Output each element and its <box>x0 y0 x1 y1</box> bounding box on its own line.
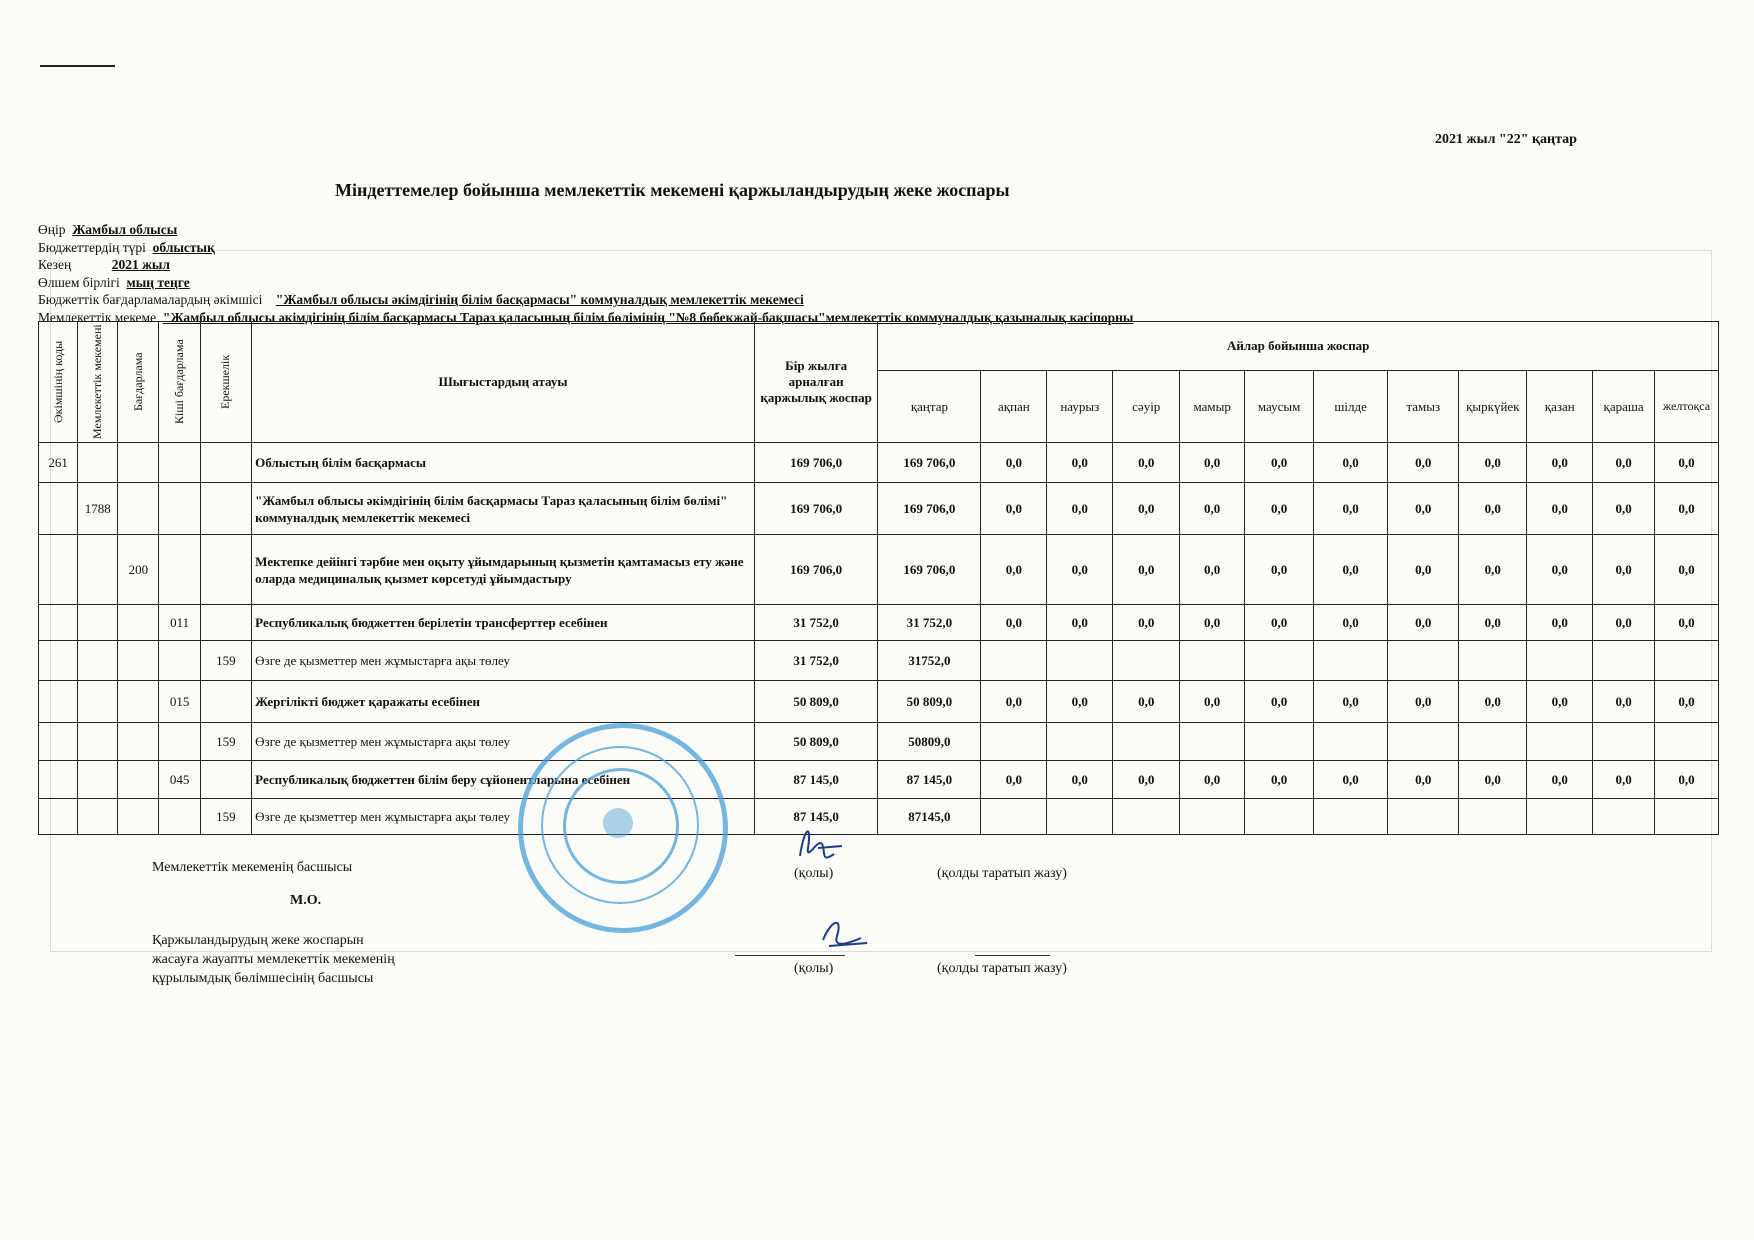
cell-month-value: 31 752,0 <box>878 605 981 641</box>
cell-month-value <box>1527 641 1593 681</box>
cell-month-value: 0,0 <box>1113 761 1180 799</box>
cell-month-value: 0,0 <box>981 483 1047 535</box>
cell-month-value: 0,0 <box>1245 483 1314 535</box>
cell-month-value: 0,0 <box>1047 761 1113 799</box>
month-header: ақпан <box>981 371 1047 443</box>
cell-month-value: 0,0 <box>1245 605 1314 641</box>
cell-month-value <box>981 723 1047 761</box>
cell-month-value: 50809,0 <box>878 723 981 761</box>
cell-institution-code <box>78 761 118 799</box>
cell-admin-code <box>39 605 78 641</box>
cell-subprogram-code: 015 <box>159 681 200 723</box>
cell-month-value: 0,0 <box>1655 483 1719 535</box>
cell-month-value: 0,0 <box>1527 761 1593 799</box>
cell-institution-code <box>78 681 118 723</box>
table-header-row <box>39 322 1719 371</box>
cell-month-value <box>1314 723 1388 761</box>
cell-month-value: 0,0 <box>1047 681 1113 723</box>
table-row <box>39 535 1719 605</box>
header-subprogram: Кіші бағдарлама <box>159 322 200 443</box>
month-header: қараша <box>1593 371 1655 443</box>
unit-head-line-1: Қаржыландырудың жеке жоспарын <box>152 933 364 948</box>
cell-institution-code <box>78 799 118 835</box>
cell-month-value <box>1527 723 1593 761</box>
cell-month-value: 0,0 <box>1527 483 1593 535</box>
cell-admin-code: 261 <box>39 443 78 483</box>
month-header: тамыз <box>1388 371 1459 443</box>
cell-month-value <box>981 799 1047 835</box>
cell-program-code <box>118 799 159 835</box>
signature-decode-caption: (қолды таратып жазу) <box>937 961 1067 976</box>
cell-month-value: 0,0 <box>1655 605 1719 641</box>
cell-month-value: 87145,0 <box>878 799 981 835</box>
cell-month-value: 0,0 <box>1314 605 1388 641</box>
cell-month-value: 0,0 <box>1527 535 1593 605</box>
month-header: мамыр <box>1180 371 1245 443</box>
header-specific: Ерекшелік <box>200 322 252 443</box>
header-monthly-plan: Айлар бойынша жоспар <box>878 322 1719 371</box>
table-row <box>39 723 1719 761</box>
month-header: маусым <box>1245 371 1314 443</box>
cell-program-code <box>118 641 159 681</box>
cell-month-value: 0,0 <box>1593 443 1655 483</box>
unit-head-line-3: құрылымдық бөлімшесінің басшысы <box>152 971 374 986</box>
cell-month-value: 0,0 <box>1655 535 1719 605</box>
month-header: қыркүйек <box>1459 371 1527 443</box>
cell-month-value <box>1527 799 1593 835</box>
meta-period: Кезең 2021 жыл <box>38 257 170 272</box>
cell-program-code <box>118 483 159 535</box>
cell-subprogram-code <box>159 641 200 681</box>
financing-plan-table <box>38 321 1719 835</box>
signature-decode-caption: (қолды таратып жазу) <box>937 866 1067 881</box>
cell-month-value <box>1245 641 1314 681</box>
cell-institution-code <box>78 641 118 681</box>
header-annual-plan: Бір жылға арналған қаржылық жоспар <box>754 322 878 443</box>
cell-month-value: 50 809,0 <box>878 681 981 723</box>
cell-month-value: 169 706,0 <box>878 535 981 605</box>
cell-month-value <box>1593 723 1655 761</box>
signature-line <box>735 955 845 956</box>
cell-specific-code <box>200 443 252 483</box>
cell-month-value: 0,0 <box>1388 761 1459 799</box>
cell-month-value: 0,0 <box>1593 681 1655 723</box>
cell-specific-code <box>200 681 252 723</box>
cell-annual-plan: 169 706,0 <box>754 483 878 535</box>
cell-institution-code <box>78 443 118 483</box>
header-institution: Мемлекеттік мекемені <box>78 322 118 443</box>
cell-month-value: 0,0 <box>1113 443 1180 483</box>
cell-month-value: 0,0 <box>1459 761 1527 799</box>
table-row <box>39 681 1719 723</box>
cell-month-value <box>1047 799 1113 835</box>
table-row <box>39 641 1719 681</box>
cell-specific-code <box>200 761 252 799</box>
cell-specific-code <box>200 535 252 605</box>
seal-center <box>603 808 633 838</box>
cell-month-value: 0,0 <box>1459 483 1527 535</box>
cell-month-value: 0,0 <box>1388 443 1459 483</box>
cell-month-value: 0,0 <box>1113 605 1180 641</box>
cell-month-value: 0,0 <box>1527 443 1593 483</box>
cell-month-value: 0,0 <box>1527 605 1593 641</box>
cell-month-value: 0,0 <box>1593 483 1655 535</box>
cell-annual-plan: 87 145,0 <box>754 799 878 835</box>
cell-month-value <box>1459 799 1527 835</box>
cell-month-value <box>1314 641 1388 681</box>
cell-month-value: 0,0 <box>1388 605 1459 641</box>
cell-specific-code <box>200 483 252 535</box>
document-title: Міндеттемелер бойынша мемлекеттік мекемені қаржыландырудың жеке жоспары <box>335 180 1010 200</box>
cell-annual-plan: 50 809,0 <box>754 681 878 723</box>
cell-month-value: 0,0 <box>1047 605 1113 641</box>
cell-month-value: 0,0 <box>981 681 1047 723</box>
cell-specific-code: 159 <box>200 799 252 835</box>
meta-region: Өңір Жамбыл облысы <box>38 222 178 237</box>
month-header: қаңтар <box>878 371 981 443</box>
cell-month-value: 0,0 <box>1245 761 1314 799</box>
cell-month-value <box>1245 799 1314 835</box>
cell-month-value: 0,0 <box>1388 681 1459 723</box>
cell-month-value: 0,0 <box>1180 483 1245 535</box>
cell-expense-name: Облыстың білім басқармасы <box>252 443 755 483</box>
cell-month-value: 0,0 <box>1459 681 1527 723</box>
cell-subprogram-code <box>159 483 200 535</box>
cell-institution-code <box>78 723 118 761</box>
cell-expense-name: Республикалық бюджеттен білім беру сұйонентларына есебінен <box>252 761 755 799</box>
table-row <box>39 799 1719 835</box>
cell-month-value <box>1314 799 1388 835</box>
table-row <box>39 761 1719 799</box>
cell-month-value <box>1388 799 1459 835</box>
cell-subprogram-code <box>159 723 200 761</box>
cell-month-value <box>1593 641 1655 681</box>
cell-month-value: 0,0 <box>1245 535 1314 605</box>
cell-month-value <box>1113 641 1180 681</box>
cell-month-value: 0,0 <box>1388 483 1459 535</box>
cell-month-value <box>1047 723 1113 761</box>
cell-expense-name: Жергілікті бюджет қаражаты есебінен <box>252 681 755 723</box>
meta-administrator: Бюджеттік бағдарламалардың әкімшісі "Жамбыл облысы әкімдігінің білім басқармасы" коммуналдық мемлекеттік мекемесі <box>38 292 804 307</box>
cell-month-value <box>1655 641 1719 681</box>
cell-expense-name: Республикалық бюджеттен берілетін трансферттер есебінен <box>252 605 755 641</box>
cell-month-value: 0,0 <box>1655 681 1719 723</box>
cell-month-value: 0,0 <box>1459 605 1527 641</box>
cell-month-value: 0,0 <box>1047 443 1113 483</box>
document-date: 2021 жыл "22" қаңтар <box>1435 132 1577 147</box>
cell-month-value <box>1459 723 1527 761</box>
cell-month-value: 0,0 <box>1180 535 1245 605</box>
cell-admin-code <box>39 681 78 723</box>
cell-annual-plan: 50 809,0 <box>754 723 878 761</box>
table-row <box>39 443 1719 483</box>
cell-admin-code <box>39 535 78 605</box>
cell-month-value: 0,0 <box>1314 483 1388 535</box>
month-header: сәуір <box>1113 371 1180 443</box>
cell-annual-plan: 169 706,0 <box>754 443 878 483</box>
cell-subprogram-code <box>159 535 200 605</box>
meta-unit: Өлшем бірлігі мың теңге <box>38 274 190 290</box>
header-rule <box>40 65 115 67</box>
cell-month-value <box>1180 799 1245 835</box>
cell-month-value: 169 706,0 <box>878 443 981 483</box>
meta-budget-type: Бюджеттердің түрі облыстық <box>38 239 215 255</box>
cell-month-value <box>1047 641 1113 681</box>
cell-month-value: 0,0 <box>1593 535 1655 605</box>
cell-specific-code <box>200 605 252 641</box>
cell-month-value <box>1593 799 1655 835</box>
cell-month-value <box>1245 723 1314 761</box>
cell-month-value <box>981 641 1047 681</box>
cell-month-value <box>1655 723 1719 761</box>
header-admin-code: Әкімшінің коды <box>39 322 78 443</box>
cell-month-value: 0,0 <box>1113 535 1180 605</box>
header-expense-name: Шығыстардың атауы <box>252 322 755 443</box>
cell-month-value: 0,0 <box>1593 605 1655 641</box>
cell-month-value: 0,0 <box>1527 681 1593 723</box>
cell-month-value: 0,0 <box>1180 605 1245 641</box>
cell-month-value: 0,0 <box>1388 535 1459 605</box>
cell-month-value: 0,0 <box>1180 681 1245 723</box>
unit-head-line-2: жасауға жауапты мемлекеттік мекеменің <box>152 952 395 967</box>
signature-line <box>975 955 1050 956</box>
cell-subprogram-code: 011 <box>159 605 200 641</box>
signature-unit-head <box>815 910 875 955</box>
cell-month-value <box>1655 799 1719 835</box>
cell-admin-code <box>39 799 78 835</box>
cell-subprogram-code <box>159 443 200 483</box>
cell-annual-plan: 31 752,0 <box>754 641 878 681</box>
signature-caption: (қолы) <box>794 961 834 976</box>
month-header: шілде <box>1314 371 1388 443</box>
cell-month-value <box>1113 799 1180 835</box>
cell-month-value: 0,0 <box>1655 761 1719 799</box>
cell-expense-name: Өзге де қызметтер мен жұмыстарға ақы төлеу <box>252 723 755 761</box>
cell-admin-code <box>39 723 78 761</box>
cell-month-value: 0,0 <box>1593 761 1655 799</box>
cell-month-value: 0,0 <box>1245 443 1314 483</box>
cell-month-value: 87 145,0 <box>878 761 981 799</box>
cell-institution-code <box>78 535 118 605</box>
cell-expense-name: Мектепке дейінгі тәрбие мен оқыту ұйымдарының қызметін қамтамасыз ету және оларда медициналық қызмет көрсетуді ұйымдастыру <box>252 535 755 605</box>
document-meta <box>38 221 1133 326</box>
cell-annual-plan: 169 706,0 <box>754 535 878 605</box>
signature-caption: (қолы) <box>794 866 834 881</box>
cell-program-code <box>118 761 159 799</box>
cell-month-value: 0,0 <box>1047 483 1113 535</box>
month-header: желтоқса <box>1655 371 1719 443</box>
cell-month-value <box>1180 641 1245 681</box>
official-seal <box>518 723 728 933</box>
stamp-place-label: М.О. <box>290 893 322 908</box>
cell-month-value <box>1388 723 1459 761</box>
month-header: қазан <box>1527 371 1593 443</box>
cell-month-value: 0,0 <box>981 761 1047 799</box>
cell-month-value: 0,0 <box>1314 535 1388 605</box>
cell-expense-name: Өзге де қызметтер мен жұмыстарға ақы төлеу <box>252 641 755 681</box>
cell-admin-code <box>39 483 78 535</box>
cell-annual-plan: 87 145,0 <box>754 761 878 799</box>
cell-month-value <box>1459 641 1527 681</box>
cell-month-value: 31752,0 <box>878 641 981 681</box>
cell-month-value <box>1113 723 1180 761</box>
cell-month-value: 0,0 <box>981 605 1047 641</box>
cell-month-value: 0,0 <box>1180 761 1245 799</box>
table-row <box>39 483 1719 535</box>
cell-month-value <box>1180 723 1245 761</box>
cell-program-code <box>118 723 159 761</box>
cell-month-value <box>1388 641 1459 681</box>
cell-program-code <box>118 605 159 641</box>
cell-month-value: 0,0 <box>1113 681 1180 723</box>
cell-month-value: 0,0 <box>1314 761 1388 799</box>
cell-month-value: 0,0 <box>1113 483 1180 535</box>
cell-month-value: 0,0 <box>1459 535 1527 605</box>
head-of-institution-label: Мемлекеттік мекеменің басшысы <box>152 860 353 875</box>
cell-subprogram-code: 045 <box>159 761 200 799</box>
cell-month-value: 0,0 <box>1180 443 1245 483</box>
table-row <box>39 605 1719 641</box>
cell-month-value: 0,0 <box>1245 681 1314 723</box>
cell-expense-name: "Жамбыл облысы әкімдігінің білім басқармасы Тараз қаласының білім бөлімі" коммуналдық мемлекеттік мекемесі <box>252 483 755 535</box>
cell-month-value: 0,0 <box>981 535 1047 605</box>
cell-month-value: 0,0 <box>1459 443 1527 483</box>
cell-institution-code <box>78 605 118 641</box>
cell-specific-code: 159 <box>200 723 252 761</box>
signature-head <box>790 818 850 868</box>
cell-month-value: 0,0 <box>1655 443 1719 483</box>
meta-institution: Мемлекеттік мекеме "Жамбыл облысы әкімдігінің білім басқармасы Тараз қаласының білім бөлімінің "№8 бөбекжай-бақшасы"мемлекеттік коммуналдық қазыналық кәсіпорны <box>38 309 1134 325</box>
cell-annual-plan: 31 752,0 <box>754 605 878 641</box>
cell-admin-code <box>39 761 78 799</box>
cell-month-value: 0,0 <box>981 443 1047 483</box>
header-program: Бағдарлама <box>118 322 159 443</box>
cell-institution-code: 1788 <box>78 483 118 535</box>
cell-admin-code <box>39 641 78 681</box>
cell-specific-code: 159 <box>200 641 252 681</box>
month-header: наурыз <box>1047 371 1113 443</box>
cell-month-value: 0,0 <box>1314 681 1388 723</box>
cell-month-value: 0,0 <box>1047 535 1113 605</box>
cell-program-code <box>118 443 159 483</box>
cell-month-value: 0,0 <box>1314 443 1388 483</box>
cell-expense-name: Өзге де қызметтер мен жұмыстарға ақы төлеу <box>252 799 755 835</box>
cell-month-value: 169 706,0 <box>878 483 981 535</box>
cell-subprogram-code <box>159 799 200 835</box>
cell-program-code: 200 <box>118 535 159 605</box>
cell-program-code <box>118 681 159 723</box>
